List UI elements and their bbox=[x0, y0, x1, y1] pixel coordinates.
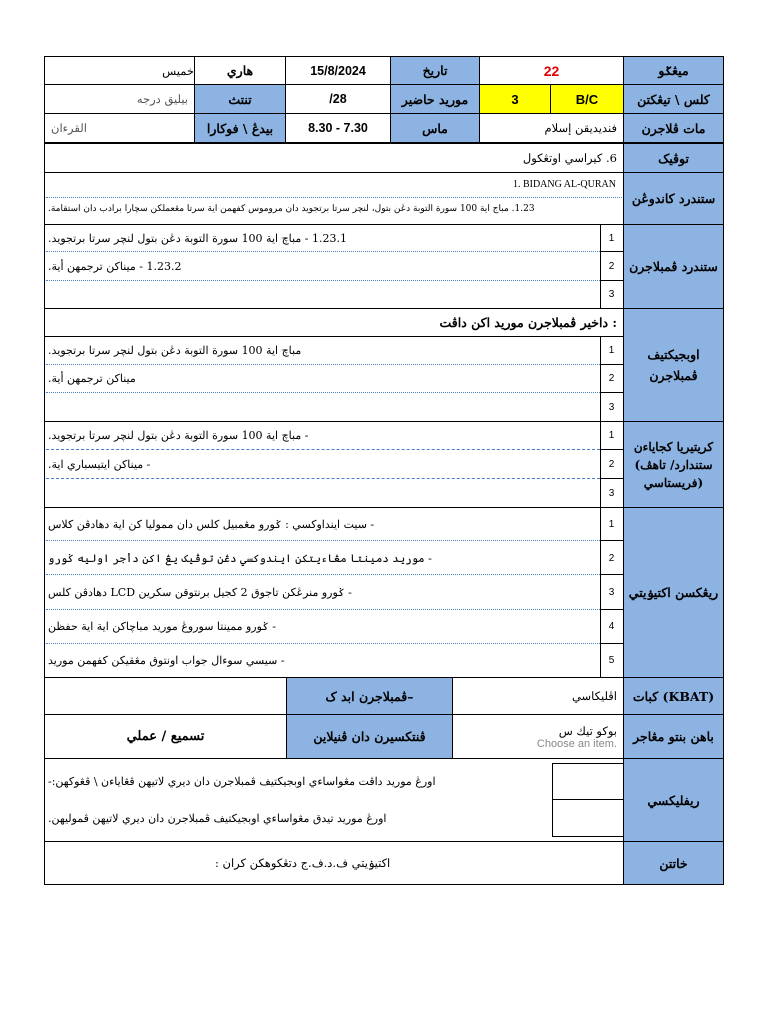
criteria-item-text[interactable] bbox=[48, 479, 598, 508]
criteria-label bbox=[623, 421, 724, 508]
assess-value[interactable]: تسميع / عملي bbox=[44, 714, 287, 759]
objectives-label-line2: ڤمبلاجرن bbox=[649, 368, 698, 383]
class-row-label: كلس \ تيڠكتن bbox=[623, 84, 724, 114]
reflection-line2: اورڠ موريد تيدق مڠواساءي اوبجيكتيف ڤمبلاجرن دان ديري لاتيهن ڤموليهن. bbox=[48, 811, 387, 825]
topic-value[interactable]: 6. كيراسي اوتڠكول bbox=[44, 143, 624, 173]
learning-standard-rows bbox=[44, 224, 624, 309]
objective-item-num: 2 bbox=[600, 365, 622, 394]
day-label: هاري bbox=[194, 56, 286, 85]
date-value[interactable]: 15/8/2024 bbox=[285, 56, 391, 85]
class-label: تنتث bbox=[194, 84, 286, 114]
assess-label: ڤنتكسيرن دان ڤنيلاين bbox=[286, 714, 453, 759]
week-value[interactable]: 22 bbox=[479, 56, 624, 85]
bil-label: بيليق درجه bbox=[44, 84, 195, 114]
learning-standard-item-num: 1 bbox=[600, 224, 622, 252]
closing-box[interactable] bbox=[44, 841, 624, 885]
objectives-label-line1: اوبجيكتيف bbox=[647, 347, 700, 362]
objective-item-num: 1 bbox=[600, 336, 622, 365]
activity-item-num: 2 bbox=[600, 541, 622, 575]
criteria-item-text[interactable]: - ميناكن ايتيسباري اية. bbox=[48, 458, 151, 471]
materials-label: باهن بنتو مڠاجر bbox=[623, 714, 724, 759]
objective-item-num: 3 bbox=[600, 393, 622, 422]
closing-text: اكتيۏيتي ف.د.ف.ج دتڠكوهكن كران : bbox=[215, 856, 391, 870]
reflection-label: ريفليكسي bbox=[623, 758, 724, 842]
content-standard-line2: 1.23. مباج اية 100 سورة التوبة دڠن بتول، لنچر سرتا برتجويد دان مروموس كفهمن اية سرتا مڠعملكن سچارا برادب دان استقامة. bbox=[48, 204, 535, 214]
learning-standard-item-text[interactable] bbox=[48, 281, 598, 309]
activity-item-num: 4 bbox=[600, 610, 622, 644]
week-label: ميڠݢو bbox=[623, 56, 724, 85]
attendance-label: موريد حاضير bbox=[390, 84, 480, 114]
objective-header: داخير ڤمبلاجرن موريد اكن داڤت : bbox=[44, 308, 624, 337]
learning-standard-item-text[interactable]: 1.23.2 - ميناكن ترجمهن أية. bbox=[48, 259, 182, 273]
activity-item-num: 3 bbox=[600, 575, 622, 609]
criteria-item-num: 2 bbox=[600, 450, 622, 479]
class-number-value[interactable]: 3 bbox=[479, 84, 551, 114]
learning-standard-item-text[interactable]: 1.23.1 - مباچ اية 100 سورة التوبة دڠن بتول لنچر سرتا برتجويد. bbox=[48, 231, 347, 245]
learning-standard-label: ستندرد ڤمبلاجرن bbox=[623, 224, 724, 309]
pab-label: ڤمبلاجرن ابد ک– bbox=[286, 677, 453, 715]
learning-standard-item-num: 2 bbox=[600, 252, 622, 280]
pab-value[interactable] bbox=[44, 677, 287, 715]
time-label: ماس bbox=[390, 113, 480, 143]
learning-standard-item-num: 3 bbox=[600, 281, 622, 309]
closing-label: خاتتن bbox=[623, 841, 724, 885]
objective-item-text[interactable]: مباچ اية 100 سورة التوبة دڠن بتول لنچر سرتا برتجويد. bbox=[48, 343, 302, 357]
criteria-item-num: 1 bbox=[600, 421, 622, 450]
materials-value-box[interactable] bbox=[452, 714, 624, 759]
activity-item-text[interactable]: - سيت اينداوكسي : ݢورو مڠمبيل كلس دان مموليا كن اية دهادڤن كلاس bbox=[48, 517, 375, 531]
activity-item-text[interactable]: - ݢورو منرڠكن تاجوق 2 كجيل برنتوقن سكرين LCD دهادڤن كلس bbox=[48, 585, 352, 599]
time-value[interactable]: 8.30 - 7.30 bbox=[285, 113, 391, 143]
activity-item-num: 5 bbox=[600, 644, 622, 678]
activity-item-text[interactable]: - سيسي سوءال جواب اونتوق مڠقيكن كفهمن موريد bbox=[48, 654, 285, 668]
reflection-input-1[interactable] bbox=[552, 763, 624, 800]
criteria-label-line1: كريتيريا كجاياءن bbox=[633, 439, 714, 454]
objective-item-text[interactable] bbox=[48, 393, 598, 422]
activity-item-text[interactable]: - موريد دمينتا مڠاءيتكن ايندوكسي دڠن توڤيک يڠ اكن دأجر اوليه ݢورو bbox=[48, 551, 432, 565]
activity-item-text[interactable]: - ݢورو ممينتا سوروڠ موريد مباچاكن اية اية حفظن bbox=[48, 620, 276, 634]
criteria-item-num: 3 bbox=[600, 479, 622, 508]
activities-label: ريڠكسن اكتيۏيتي bbox=[623, 507, 724, 678]
content-standard-line1: 1. BIDANG AL-QURAN bbox=[512, 178, 616, 190]
criteria-label-line3: فريستاسي) bbox=[643, 475, 704, 490]
criteria-item-text[interactable]: - مباچ اية 100 سورة التوبة دڠن بتول لنچر سرتا برتجويد. bbox=[48, 429, 309, 442]
content-standard-label: ستندرد کاندوڠن bbox=[623, 172, 724, 225]
objectives-rows bbox=[44, 336, 624, 422]
reflection-line1: اورڠ موريد داڤت مڠواساءي اوبجيكتيف ڤمبلاجرن دان ديري لاتيهن ڤڠاياءن \ ڤڠوكهن:- bbox=[48, 774, 436, 788]
activities-rows bbox=[44, 507, 624, 678]
subject-value[interactable]: فنديديقن إسلام bbox=[479, 113, 624, 143]
day-value: خميس bbox=[44, 56, 195, 85]
materials-choose-dropdown[interactable]: Choose an item. bbox=[536, 737, 617, 750]
divider bbox=[46, 197, 622, 198]
kbat-value[interactable]: اڤليكاسي bbox=[452, 677, 624, 715]
materials-value[interactable]: بوكو تيك س bbox=[558, 723, 617, 738]
class-name-value[interactable]: B/C bbox=[550, 84, 624, 114]
objectives-label bbox=[623, 308, 724, 422]
kbat-label: كبات (KBAT) bbox=[623, 677, 724, 715]
subject-label: مات ڤلاجرن bbox=[623, 113, 724, 143]
date-label: تاريخ bbox=[390, 56, 480, 85]
reflection-input-2[interactable] bbox=[552, 799, 624, 837]
criteria-label-line2: (ستندارد/ تاهڤ bbox=[634, 457, 713, 472]
criteria-rows bbox=[44, 421, 624, 508]
theme-label: بيدڠ \ فوكارا bbox=[194, 113, 286, 143]
class-count-value[interactable]: /28 bbox=[285, 84, 391, 114]
objective-item-text[interactable]: ميناكن ترجمهن أية. bbox=[48, 372, 136, 386]
activity-item-num: 1 bbox=[600, 507, 622, 541]
teacher-name: القرءان bbox=[44, 113, 195, 143]
topic-label: توڤيک bbox=[623, 143, 724, 173]
